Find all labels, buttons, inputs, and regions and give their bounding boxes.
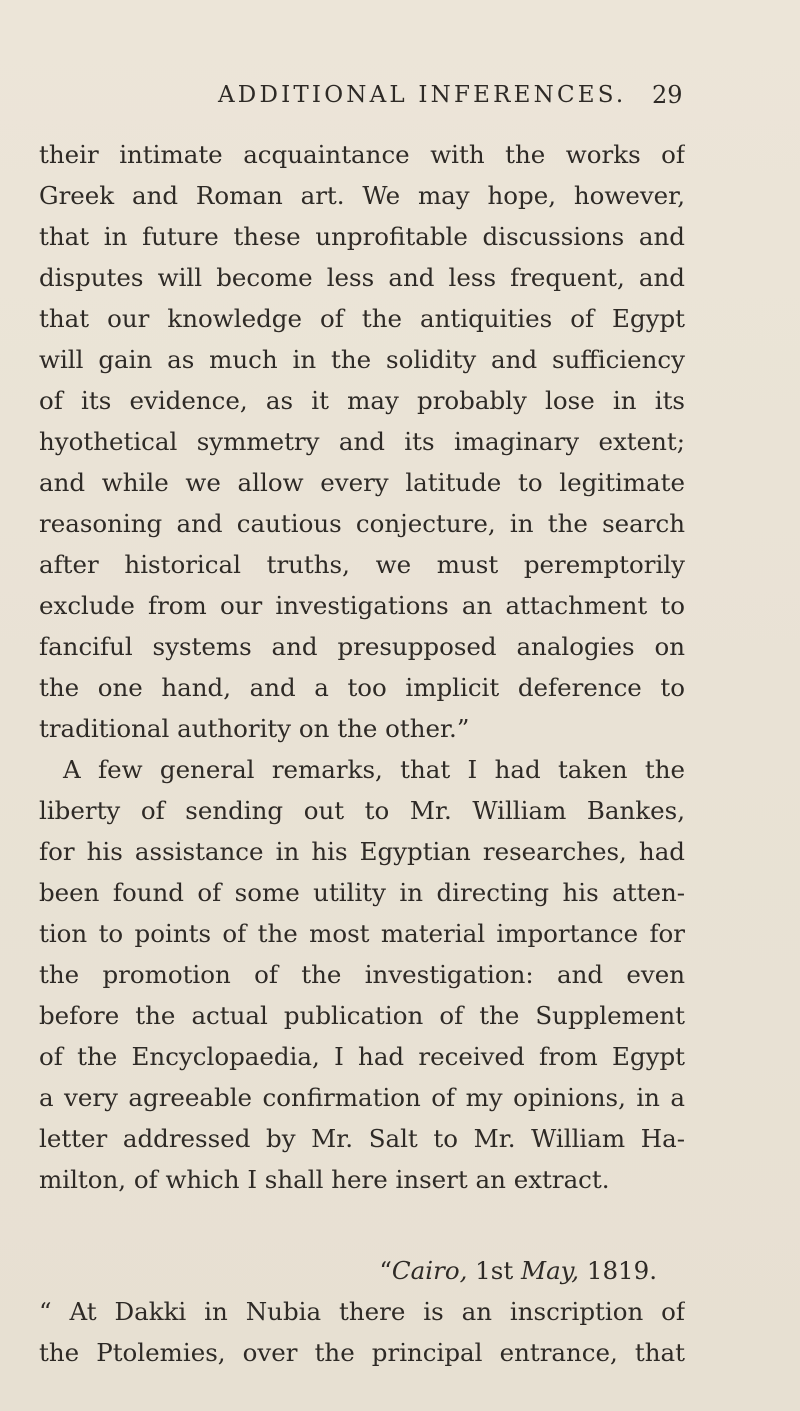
dateline-month: May, bbox=[520, 1256, 580, 1285]
dateline-open-quote: “ bbox=[379, 1256, 392, 1285]
text-line: been found of some utility in directing his atten- bbox=[39, 878, 685, 907]
text-line: traditional authority on the other.” bbox=[39, 714, 470, 743]
text-line: A few general remarks, that I had taken the bbox=[63, 755, 685, 784]
dateline-year: 1819. bbox=[586, 1256, 657, 1285]
text-line: of the Encyclopaedia, I had received from Egypt bbox=[39, 1042, 685, 1071]
dateline-ordinal: 1st bbox=[475, 1256, 514, 1285]
text-line: after historical truths, we must peremptorily bbox=[39, 550, 685, 579]
text-line: that our knowledge of the antiquities of Egypt bbox=[39, 304, 685, 333]
body-text bbox=[39, 134, 685, 1373]
text-line: disputes will become less and less frequent, and bbox=[39, 263, 685, 292]
text-line: letter addressed by Mr. Salt to Mr. William Ha- bbox=[39, 1124, 685, 1153]
text-line: milton, of which I shall here insert an extract. bbox=[39, 1165, 610, 1194]
text-line: the promotion of the investigation: and even bbox=[39, 960, 685, 989]
text-line: a very agreeable confirmation of my opinions, in a bbox=[39, 1083, 685, 1112]
text-line: “ At Dakki in Nubia there is an inscription of bbox=[39, 1297, 685, 1326]
text-line: tion to points of the most material importance for bbox=[39, 919, 685, 948]
text-line: and while we allow every latitude to legitimate bbox=[39, 468, 685, 497]
letter-dateline bbox=[39, 1250, 685, 1291]
text-line: exclude from our investigations an attachment to bbox=[39, 591, 685, 620]
text-line: liberty of sending out to Mr. William Bankes, bbox=[39, 796, 685, 825]
text-line: fanciful systems and presupposed analogies on bbox=[39, 632, 685, 661]
running-title: ADDITIONAL INFERENCES. bbox=[218, 82, 627, 108]
page-number: 29 bbox=[652, 81, 683, 109]
text-line: for his assistance in his Egyptian researches, had bbox=[39, 837, 685, 866]
text-line: of its evidence, as it may probably lose in its bbox=[39, 386, 685, 415]
text-line: the one hand, and a too implicit deference to bbox=[39, 673, 685, 702]
text-line: before the actual publication of the Supplement bbox=[39, 1001, 685, 1030]
text-line: their intimate acquaintance with the works of bbox=[39, 140, 685, 169]
spacer bbox=[39, 1200, 685, 1250]
text-line: Greek and Roman art. We may hope, however, bbox=[39, 181, 685, 210]
text-line: the Ptolemies, over the principal entrance, that bbox=[39, 1338, 685, 1367]
running-head bbox=[0, 78, 800, 112]
text-line: reasoning and cautious conjecture, in the search bbox=[39, 509, 685, 538]
text-line: hyothetical symmetry and its imaginary extent; bbox=[39, 427, 685, 456]
text-line: that in future these unprofitable discussions and bbox=[39, 222, 685, 251]
text-line: will gain as much in the solidity and sufficiency bbox=[39, 345, 685, 374]
dateline-place: Cairo, bbox=[391, 1256, 468, 1285]
